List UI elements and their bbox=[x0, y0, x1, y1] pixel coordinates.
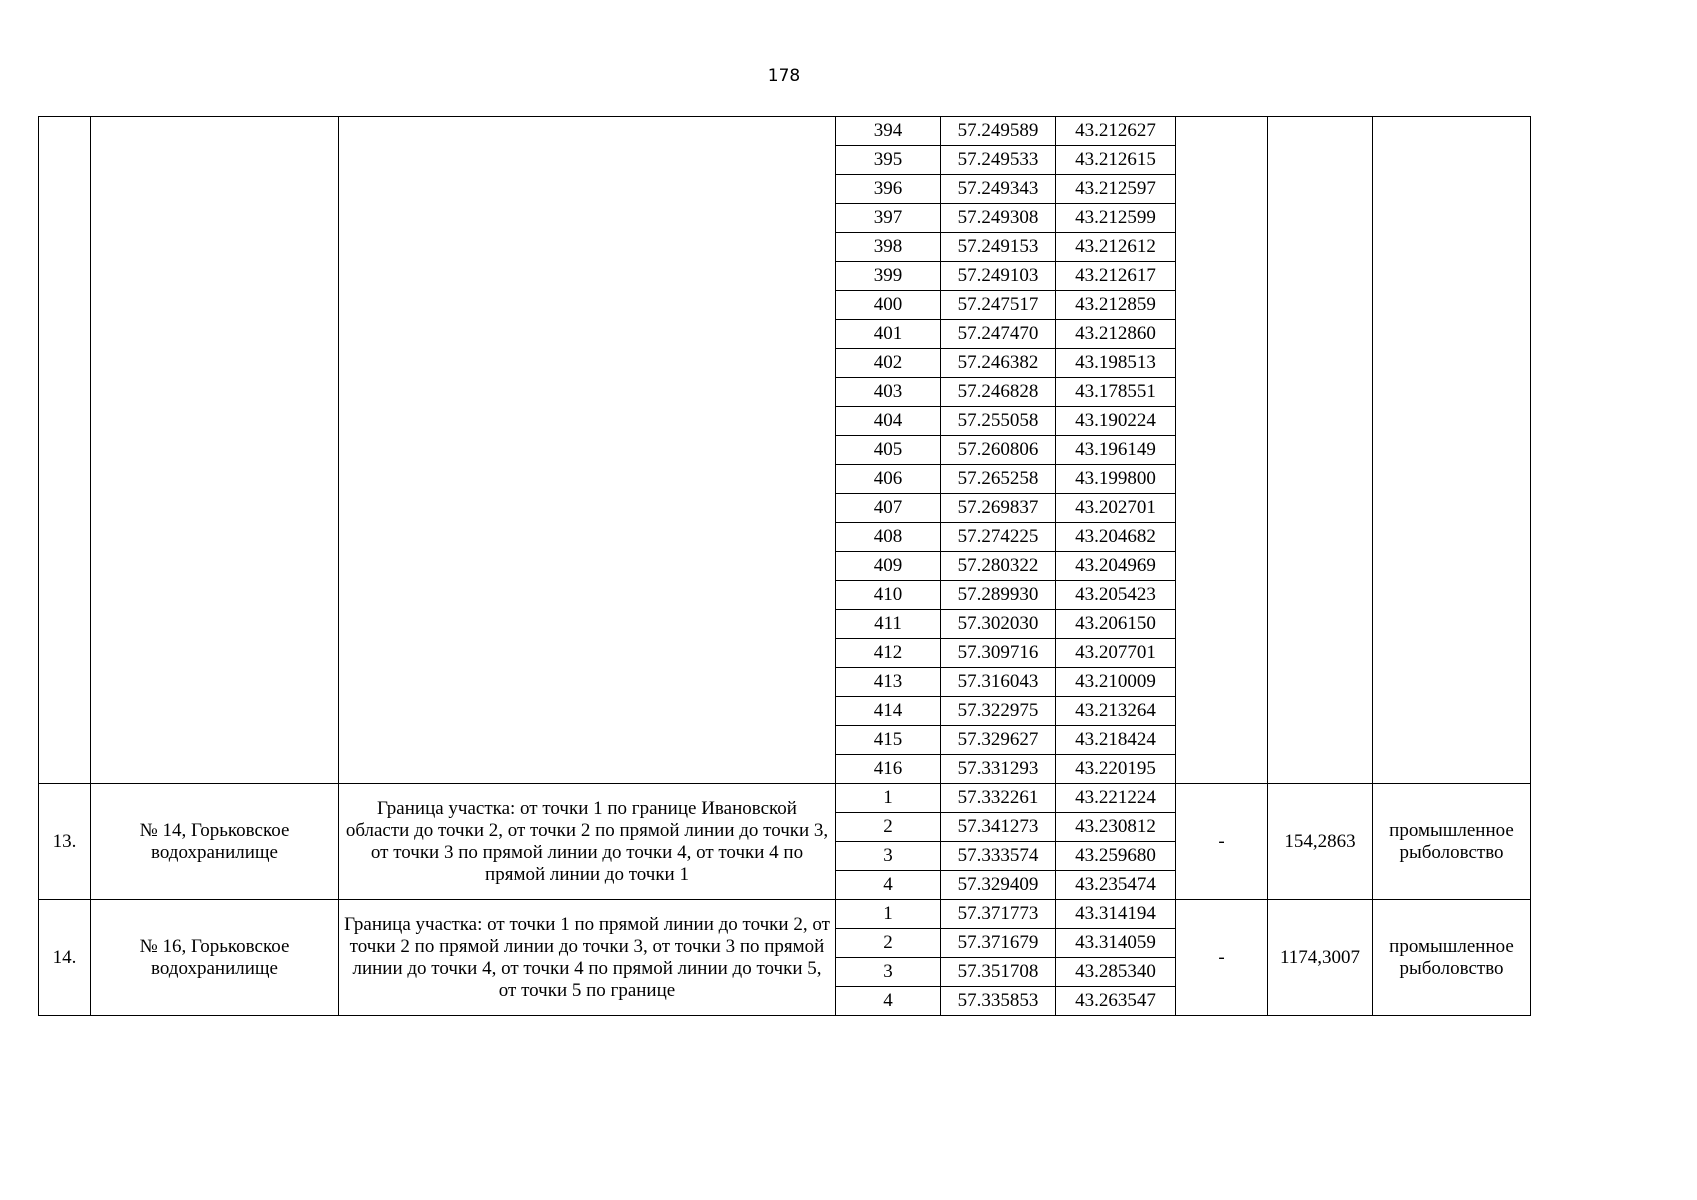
point-number-cell: 1 bbox=[836, 900, 941, 929]
latitude-cell: 57.255058 bbox=[941, 407, 1056, 436]
record-number-cell bbox=[39, 117, 91, 784]
latitude-cell: 57.280322 bbox=[941, 552, 1056, 581]
point-number-cell: 409 bbox=[836, 552, 941, 581]
longitude-cell: 43.314194 bbox=[1056, 900, 1176, 929]
point-number-cell: 411 bbox=[836, 610, 941, 639]
point-number-cell: 403 bbox=[836, 378, 941, 407]
area-size-cell: 154,2863 bbox=[1268, 784, 1373, 900]
fishing-areas-table bbox=[38, 116, 1531, 1016]
area-name-cell: № 14, Горьковское водохранилище bbox=[91, 784, 339, 900]
longitude-cell: 43.221224 bbox=[1056, 784, 1176, 813]
latitude-cell: 57.249153 bbox=[941, 233, 1056, 262]
longitude-cell: 43.212859 bbox=[1056, 291, 1176, 320]
point-number-cell: 412 bbox=[836, 639, 941, 668]
dash-cell: - bbox=[1176, 784, 1268, 900]
area-name-cell bbox=[91, 117, 339, 784]
latitude-cell: 57.249308 bbox=[941, 204, 1056, 233]
longitude-cell: 43.199800 bbox=[1056, 465, 1176, 494]
point-number-cell: 396 bbox=[836, 175, 941, 204]
longitude-cell: 43.196149 bbox=[1056, 436, 1176, 465]
longitude-cell: 43.263547 bbox=[1056, 987, 1176, 1016]
table-row bbox=[39, 117, 1531, 146]
longitude-cell: 43.204682 bbox=[1056, 523, 1176, 552]
point-number-cell: 394 bbox=[836, 117, 941, 146]
point-number-cell: 406 bbox=[836, 465, 941, 494]
point-number-cell: 407 bbox=[836, 494, 941, 523]
latitude-cell: 57.329627 bbox=[941, 726, 1056, 755]
latitude-cell: 57.316043 bbox=[941, 668, 1056, 697]
point-number-cell: 398 bbox=[836, 233, 941, 262]
longitude-cell: 43.207701 bbox=[1056, 639, 1176, 668]
area-name-cell: № 16, Горьковское водохранилище bbox=[91, 900, 339, 1016]
longitude-cell: 43.230812 bbox=[1056, 813, 1176, 842]
point-number-cell: 416 bbox=[836, 755, 941, 784]
latitude-cell: 57.269837 bbox=[941, 494, 1056, 523]
point-number-cell: 400 bbox=[836, 291, 941, 320]
longitude-cell: 43.212860 bbox=[1056, 320, 1176, 349]
latitude-cell: 57.274225 bbox=[941, 523, 1056, 552]
latitude-cell: 57.247517 bbox=[941, 291, 1056, 320]
boundary-description-cell: Граница участка: от точки 1 по прямой линии до точки 2, от точки 2 по прямой линии до точки 3, от точки 3 по прямой линии до точки 4, от точки 4 по прямой линии до точки 5, от точки 5 по границе bbox=[339, 900, 836, 1016]
longitude-cell: 43.212617 bbox=[1056, 262, 1176, 291]
point-number-cell: 401 bbox=[836, 320, 941, 349]
longitude-cell: 43.210009 bbox=[1056, 668, 1176, 697]
point-number-cell: 408 bbox=[836, 523, 941, 552]
latitude-cell: 57.249343 bbox=[941, 175, 1056, 204]
latitude-cell: 57.246382 bbox=[941, 349, 1056, 378]
point-number-cell: 4 bbox=[836, 987, 941, 1016]
latitude-cell: 57.249589 bbox=[941, 117, 1056, 146]
latitude-cell: 57.302030 bbox=[941, 610, 1056, 639]
longitude-cell: 43.212599 bbox=[1056, 204, 1176, 233]
latitude-cell: 57.247470 bbox=[941, 320, 1056, 349]
latitude-cell: 57.331293 bbox=[941, 755, 1056, 784]
purpose-cell: промышленное рыболовство bbox=[1373, 784, 1531, 900]
record-number-cell: 13. bbox=[39, 784, 91, 900]
point-number-cell: 2 bbox=[836, 813, 941, 842]
point-number-cell: 413 bbox=[836, 668, 941, 697]
point-number-cell: 414 bbox=[836, 697, 941, 726]
latitude-cell: 57.371773 bbox=[941, 900, 1056, 929]
latitude-cell: 57.289930 bbox=[941, 581, 1056, 610]
area-size-cell bbox=[1268, 117, 1373, 784]
point-number-cell: 405 bbox=[836, 436, 941, 465]
latitude-cell: 57.249533 bbox=[941, 146, 1056, 175]
latitude-cell: 57.371679 bbox=[941, 929, 1056, 958]
table-row bbox=[39, 784, 1531, 813]
latitude-cell: 57.260806 bbox=[941, 436, 1056, 465]
point-number-cell: 415 bbox=[836, 726, 941, 755]
longitude-cell: 43.202701 bbox=[1056, 494, 1176, 523]
purpose-cell bbox=[1373, 117, 1531, 784]
point-number-cell: 404 bbox=[836, 407, 941, 436]
dash-cell bbox=[1176, 117, 1268, 784]
boundary-description-cell: Граница участка: от точки 1 по границе Ивановской области до точки 2, от точки 2 по прямой линии до точки 3, от точки 3 по прямой линии до точки 4, от точки 4 по прямой линии до точки 1 bbox=[339, 784, 836, 900]
table-row bbox=[39, 900, 1531, 929]
longitude-cell: 43.218424 bbox=[1056, 726, 1176, 755]
longitude-cell: 43.190224 bbox=[1056, 407, 1176, 436]
point-number-cell: 1 bbox=[836, 784, 941, 813]
latitude-cell: 57.341273 bbox=[941, 813, 1056, 842]
latitude-cell: 57.265258 bbox=[941, 465, 1056, 494]
point-number-cell: 410 bbox=[836, 581, 941, 610]
point-number-cell: 397 bbox=[836, 204, 941, 233]
latitude-cell: 57.246828 bbox=[941, 378, 1056, 407]
longitude-cell: 43.235474 bbox=[1056, 871, 1176, 900]
longitude-cell: 43.204969 bbox=[1056, 552, 1176, 581]
point-number-cell: 395 bbox=[836, 146, 941, 175]
longitude-cell: 43.205423 bbox=[1056, 581, 1176, 610]
boundary-description-cell bbox=[339, 117, 836, 784]
latitude-cell: 57.322975 bbox=[941, 697, 1056, 726]
longitude-cell: 43.212597 bbox=[1056, 175, 1176, 204]
longitude-cell: 43.212615 bbox=[1056, 146, 1176, 175]
longitude-cell: 43.259680 bbox=[1056, 842, 1176, 871]
longitude-cell: 43.178551 bbox=[1056, 378, 1176, 407]
longitude-cell: 43.285340 bbox=[1056, 958, 1176, 987]
point-number-cell: 4 bbox=[836, 871, 941, 900]
purpose-cell: промышленное рыболовство bbox=[1373, 900, 1531, 1016]
longitude-cell: 43.212612 bbox=[1056, 233, 1176, 262]
latitude-cell: 57.351708 bbox=[941, 958, 1056, 987]
longitude-cell: 43.198513 bbox=[1056, 349, 1176, 378]
latitude-cell: 57.332261 bbox=[941, 784, 1056, 813]
point-number-cell: 402 bbox=[836, 349, 941, 378]
longitude-cell: 43.213264 bbox=[1056, 697, 1176, 726]
latitude-cell: 57.309716 bbox=[941, 639, 1056, 668]
record-number-cell: 14. bbox=[39, 900, 91, 1016]
longitude-cell: 43.314059 bbox=[1056, 929, 1176, 958]
longitude-cell: 43.212627 bbox=[1056, 117, 1176, 146]
point-number-cell: 2 bbox=[836, 929, 941, 958]
page-number: 178 bbox=[767, 66, 801, 86]
longitude-cell: 43.220195 bbox=[1056, 755, 1176, 784]
area-size-cell: 1174,3007 bbox=[1268, 900, 1373, 1016]
longitude-cell: 43.206150 bbox=[1056, 610, 1176, 639]
latitude-cell: 57.329409 bbox=[941, 871, 1056, 900]
latitude-cell: 57.335853 bbox=[941, 987, 1056, 1016]
latitude-cell: 57.333574 bbox=[941, 842, 1056, 871]
latitude-cell: 57.249103 bbox=[941, 262, 1056, 291]
point-number-cell: 3 bbox=[836, 958, 941, 987]
point-number-cell: 399 bbox=[836, 262, 941, 291]
point-number-cell: 3 bbox=[836, 842, 941, 871]
dash-cell: - bbox=[1176, 900, 1268, 1016]
